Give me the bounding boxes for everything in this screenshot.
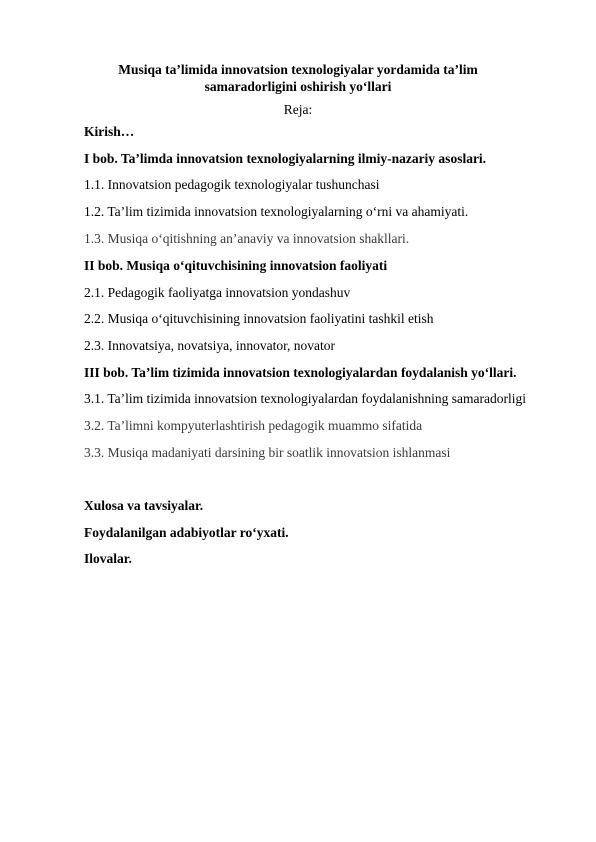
intro-heading: Kirish… — [84, 124, 135, 139]
chapter-1-heading: I bob. Ta’limda innovatsion texnologiyalarning ilmiy-nazariy asoslari. — [84, 151, 487, 166]
title-line-1: Musiqa ta’limida innovatsion texnologiyalar yordamida ta’lim — [118, 62, 478, 77]
conclusion-heading: Xulosa va tavsiyalar. — [84, 498, 204, 513]
chapter-2-item-2: 2.2. Musiqa o‘qituvchisining innovatsion faoliyatini tashkil etish — [84, 311, 434, 326]
chapter-3-heading: III bob. Ta’lim tizimida innovatsion texnologiyalardan foydalanish yo‘llari. — [84, 365, 517, 380]
chapter-3-item-1: 3.1. Ta’lim tizimida innovatsion texnologiyalardan foydalanishning samaradorligi — [84, 391, 526, 406]
chapter-2-item-1: 2.1. Pedagogik faoliyatga innovatsion yondashuv — [84, 285, 351, 300]
chapter-2-heading: II bob. Musiqa o‘qituvchisining innovatsion faoliyati — [84, 258, 388, 273]
title-line-2: samaradorligini oshirish yo‘llari — [204, 79, 392, 94]
document-title — [60, 61, 536, 95]
chapter-3-item-3: 3.3. Musiqa madaniyati darsining bir soatlik innovatsion ishlanmasi — [84, 445, 451, 460]
chapter-1-item-3: 1.3. Musiqa o‘qitishning an’anaviy va innovatsion shakllari. — [84, 231, 410, 246]
plan-label: Reja: — [283, 102, 313, 117]
references-heading: Foydalanilgan adabiyotlar ro‘yxati. — [84, 525, 289, 540]
chapter-1-item-2: 1.2. Ta’lim tizimida innovatsion texnologiyalarning o‘rni va ahamiyati. — [84, 204, 469, 219]
chapter-2-item-3: 2.3. Innovatsiya, novatsiya, innovator, novator — [84, 338, 336, 353]
chapter-3-item-2: 3.2. Ta’limni kompyuterlashtirish pedagogik muammo sifatida — [84, 418, 423, 433]
chapter-1-item-1: 1.1. Innovatsion pedagogik texnologiyalar tushunchasi — [84, 177, 380, 192]
appendices-heading: Ilovalar. — [84, 551, 132, 566]
